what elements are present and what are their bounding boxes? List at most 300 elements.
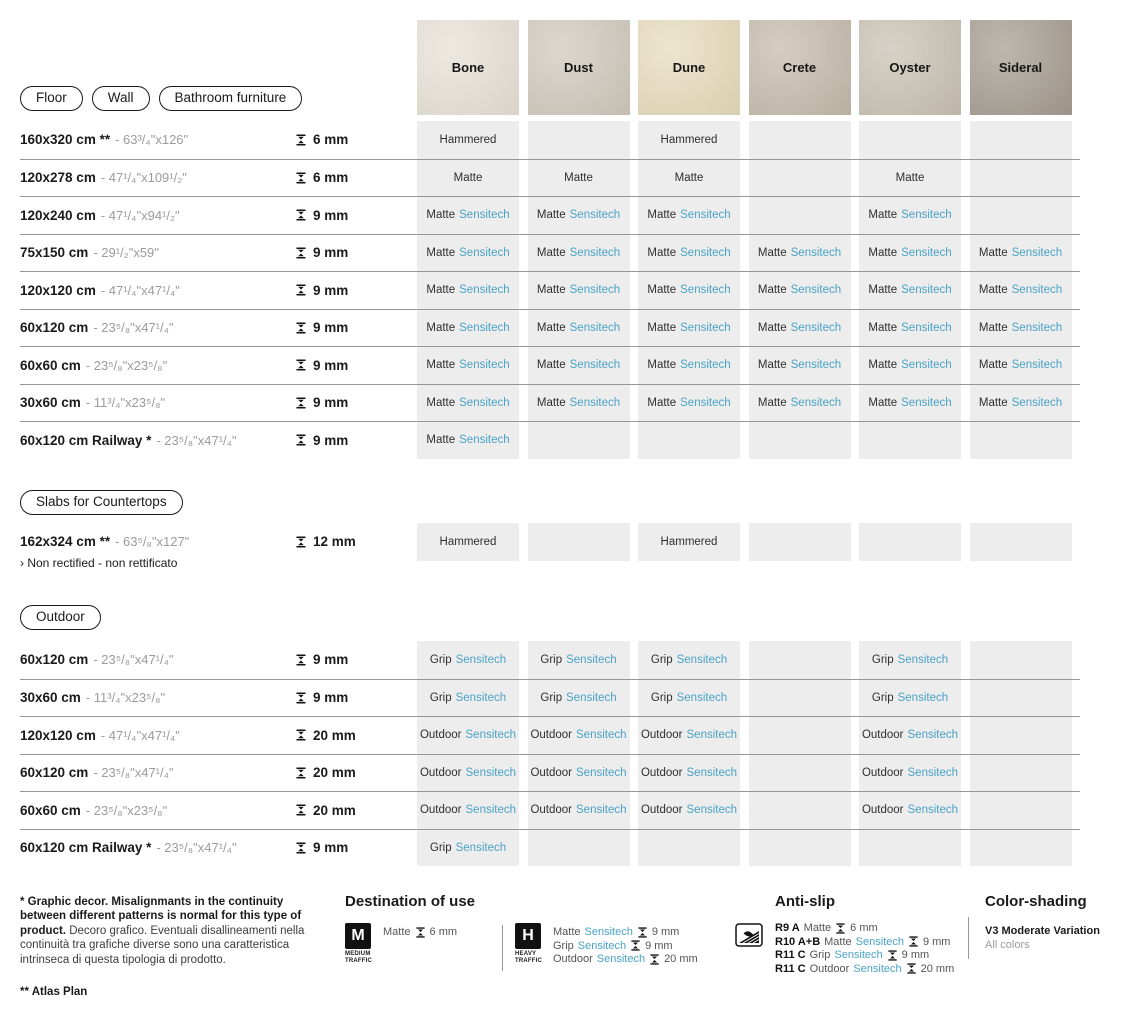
finish-text: Outdoor xyxy=(809,962,850,975)
thickness-value: 6 mm xyxy=(850,922,878,935)
finish-text: Matte xyxy=(978,321,1008,334)
anti-slip-icon xyxy=(735,923,763,975)
thickness-icon xyxy=(295,134,307,146)
finish-cell-empty xyxy=(970,523,1072,561)
finish-cell xyxy=(859,680,961,717)
size-metric: 120x120 cm xyxy=(20,282,96,298)
sensitech-label: Sensitech xyxy=(577,939,627,952)
size-label xyxy=(20,755,295,792)
finish-cell xyxy=(528,755,630,792)
size-imperial: - 23⁵/₈"x47¹/₄" xyxy=(156,840,237,856)
footnote-graphic-decor xyxy=(20,895,316,967)
traffic-badge-m: M xyxy=(345,923,371,949)
legend-line xyxy=(553,940,698,953)
thickness xyxy=(295,272,417,309)
finish-cell xyxy=(528,310,630,347)
thickness-value: 9 mm xyxy=(651,926,680,939)
finish-text: Matte xyxy=(536,321,566,334)
finish-cell xyxy=(859,197,961,234)
sensitech-label: Sensitech xyxy=(569,209,621,222)
finish-cell xyxy=(528,347,630,384)
thickness-value: 9 mm xyxy=(313,245,349,261)
category-pills xyxy=(20,86,417,115)
size-metric: 120x120 cm xyxy=(20,727,96,743)
size-row xyxy=(20,421,1080,459)
sensitech-label: Sensitech xyxy=(569,359,621,372)
finish-text: Outdoor xyxy=(553,953,593,966)
legend-line xyxy=(553,953,698,966)
destination-of-use-legend xyxy=(345,893,698,971)
finish-cell xyxy=(970,347,1072,384)
thickness xyxy=(295,235,417,272)
sensitech-label: Sensitech xyxy=(459,209,510,222)
finish-text: Matte xyxy=(647,321,677,334)
countertops-table xyxy=(20,523,1080,570)
thickness-icon xyxy=(295,209,307,221)
sensitech-label: Sensitech xyxy=(901,396,952,409)
size-row xyxy=(20,121,1080,159)
thickness-icon xyxy=(295,729,307,741)
size-metric: 120x278 cm xyxy=(20,170,96,186)
sensitech-label: Sensitech xyxy=(1011,246,1063,259)
thickness-icon xyxy=(295,536,307,548)
finish-cell xyxy=(528,680,630,717)
sensitech-label: Sensitech xyxy=(680,246,731,259)
finish-cell xyxy=(638,235,740,272)
finish-text: Matte xyxy=(647,396,677,409)
finish-text: Matte xyxy=(536,284,566,297)
finish-cell xyxy=(417,160,519,197)
size-metric: 60x120 cm Railway * xyxy=(20,840,152,856)
finish-cell-empty xyxy=(970,121,1072,159)
finish-cell xyxy=(528,717,630,754)
finish-text: Grip xyxy=(540,691,563,704)
finish-cell-empty xyxy=(638,830,740,867)
finish-cell xyxy=(417,272,519,309)
thickness xyxy=(295,680,417,717)
sensitech-label: Sensitech xyxy=(897,691,949,704)
category-pill-wall[interactable]: Wall xyxy=(92,86,150,111)
size-imperial: - 23⁵/₈"x47¹/₄" xyxy=(93,652,174,668)
sensitech-label: Sensitech xyxy=(686,729,738,742)
finish-cell-empty xyxy=(528,830,630,867)
finish-cell xyxy=(859,272,961,309)
category-pill-slabs-for-countertops[interactable]: Slabs for Countertops xyxy=(20,490,183,515)
finish-text: Matte xyxy=(868,321,898,334)
thickness-value: 9 mm xyxy=(313,840,349,856)
finish-cell xyxy=(859,717,961,754)
finish-text: Outdoor xyxy=(419,766,462,779)
size-label xyxy=(20,197,295,234)
finish-cell xyxy=(859,310,961,347)
finish-text: Outdoor xyxy=(640,729,683,742)
sensitech-label: Sensitech xyxy=(790,246,842,259)
finish-cell xyxy=(417,830,519,867)
finish-cell xyxy=(417,717,519,754)
sensitech-label: Sensitech xyxy=(459,284,510,297)
finish-cell xyxy=(970,385,1072,422)
finish-text: Matte xyxy=(647,359,677,372)
finish-text: Matte xyxy=(868,246,898,259)
finish-cell xyxy=(638,347,740,384)
thickness-icon xyxy=(906,963,917,974)
thickness-icon xyxy=(649,954,660,965)
legend-line xyxy=(775,949,954,962)
color-swatch-dust xyxy=(528,20,630,115)
finish-text: Grip xyxy=(809,949,831,962)
sensitech-label: Sensitech xyxy=(901,359,952,372)
sensitech-label: Sensitech xyxy=(907,804,959,817)
sensitech-label: Sensitech xyxy=(465,729,517,742)
thickness-icon xyxy=(835,923,846,934)
thickness-icon xyxy=(295,842,307,854)
size-metric: 60x120 cm xyxy=(20,652,89,668)
size-label xyxy=(20,310,295,347)
sensitech-label: Sensitech xyxy=(676,653,728,666)
finish-text: Hammered xyxy=(439,535,497,548)
size-row xyxy=(20,716,1080,754)
size-label xyxy=(20,160,295,197)
finish-cell xyxy=(417,347,519,384)
footnote-graphic-decor-en: * Graphic decor. Misalignmants in the continuity between different patterns is normal for this type of product. xyxy=(20,896,302,937)
floor-wall-table xyxy=(20,121,1080,459)
finish-text: Grip xyxy=(540,653,563,666)
legend-line xyxy=(775,963,954,976)
sensitech-label: Sensitech xyxy=(1011,284,1063,297)
size-metric: 60x60 cm xyxy=(20,802,81,818)
thickness-icon xyxy=(295,322,307,334)
sensitech-label: Sensitech xyxy=(907,766,959,779)
thickness-value: 9 mm xyxy=(313,432,349,448)
color-name: Dust xyxy=(564,60,593,75)
sensitech-label: Sensitech xyxy=(790,321,842,334)
finish-text: Matte xyxy=(564,171,593,184)
anti-slip-legend xyxy=(735,893,954,975)
finish-cell-empty xyxy=(970,197,1072,234)
sensitech-label: Sensitech xyxy=(596,953,646,966)
finish-text: Grip xyxy=(650,691,673,704)
sensitech-label: Sensitech xyxy=(576,804,627,817)
thickness-value: 20 mm xyxy=(313,727,356,743)
thickness xyxy=(295,755,417,792)
finish-text: Grip xyxy=(429,841,452,854)
finish-cell xyxy=(417,385,519,422)
sensitech-label: Sensitech xyxy=(676,691,728,704)
size-imperial: - 47¹/₄"x47¹/₄" xyxy=(100,282,180,298)
finish-text: Hammered xyxy=(660,535,718,548)
thickness-icon xyxy=(295,359,307,371)
finish-cell xyxy=(638,272,740,309)
color-shading-title: Color-shading xyxy=(985,893,1087,910)
finish-cell-empty xyxy=(970,641,1072,679)
size-metric: 75x150 cm xyxy=(20,245,89,261)
finish-cell xyxy=(859,347,961,384)
finish-cell xyxy=(859,235,961,272)
sensitech-label: Sensitech xyxy=(686,804,738,817)
finish-text: Matte xyxy=(824,935,852,948)
thickness xyxy=(295,422,417,459)
size-metric: 60x60 cm xyxy=(20,357,81,373)
finish-text: Matte xyxy=(426,209,456,222)
outdoor-pills xyxy=(20,605,110,630)
category-pill-floor[interactable]: Floor xyxy=(20,86,83,111)
finish-text: Matte xyxy=(895,171,925,184)
size-imperial: - 11³/₄"x23⁵/₈" xyxy=(85,690,166,706)
sensitech-label: Sensitech xyxy=(855,935,904,948)
size-metric: 60x120 cm Railway * xyxy=(20,432,152,448)
sensitech-label: Sensitech xyxy=(680,359,731,372)
finish-text: Matte xyxy=(757,284,787,297)
color-name: Dune xyxy=(672,60,706,75)
finish-cell xyxy=(749,235,851,272)
finish-text: Matte xyxy=(426,359,456,372)
sensitech-label: Sensitech xyxy=(569,321,621,334)
size-row xyxy=(20,641,1080,679)
thickness-icon xyxy=(295,804,307,816)
sensitech-label: Sensitech xyxy=(569,246,621,259)
size-row xyxy=(20,346,1080,384)
size-row xyxy=(20,384,1080,422)
category-pill-bathroom-furniture[interactable]: Bathroom furniture xyxy=(159,86,303,111)
sensitech-label: Sensitech xyxy=(1011,396,1063,409)
size-metric: 60x120 cm xyxy=(20,765,89,781)
finish-text: Matte xyxy=(647,246,677,259)
antislip-code: R11 C xyxy=(775,962,806,975)
finish-cell-empty xyxy=(749,121,851,159)
finish-text: Matte xyxy=(536,209,566,222)
size-metric: 60x120 cm xyxy=(20,320,89,336)
size-label xyxy=(20,641,295,679)
finish-cell xyxy=(749,385,851,422)
sensitech-label: Sensitech xyxy=(834,949,883,962)
thickness-icon xyxy=(908,936,919,947)
sensitech-label: Sensitech xyxy=(455,653,507,666)
thickness xyxy=(295,385,417,422)
color-swatch-sideral xyxy=(970,20,1072,115)
thickness-value: 9 mm xyxy=(313,395,349,411)
finish-cell-empty xyxy=(970,422,1072,459)
finish-cell xyxy=(417,197,519,234)
finish-cell-empty xyxy=(970,160,1072,197)
color-shading-subtitle: All colors xyxy=(985,939,1030,951)
thickness xyxy=(295,310,417,347)
size-metric: 120x240 cm xyxy=(20,207,96,223)
finish-cell-empty xyxy=(970,792,1072,829)
finish-cell xyxy=(859,641,961,679)
sensitech-label: Sensitech xyxy=(790,359,842,372)
thickness-value: 9 mm xyxy=(922,935,951,948)
color-name: Crete xyxy=(782,60,817,75)
thickness-value: 9 mm xyxy=(313,690,349,706)
finish-cell-empty xyxy=(749,792,851,829)
traffic-caption: MEDIUM TRAFFIC xyxy=(345,951,373,964)
color-swatch-oyster xyxy=(859,20,961,115)
color-swatch-crete xyxy=(749,20,851,115)
sensitech-label: Sensitech xyxy=(459,246,510,259)
finish-text: Matte xyxy=(426,321,456,334)
color-name: Bone xyxy=(451,60,485,75)
sensitech-label: Sensitech xyxy=(465,804,517,817)
finish-cell-empty xyxy=(749,830,851,867)
sensitech-label: Sensitech xyxy=(566,653,617,666)
thickness-icon xyxy=(295,247,307,259)
thickness xyxy=(295,717,417,754)
finish-text: Matte xyxy=(426,396,456,409)
finish-text: Outdoor xyxy=(861,729,904,742)
finish-cell-empty xyxy=(638,422,740,459)
finish-text: Outdoor xyxy=(861,804,904,817)
thickness-icon xyxy=(295,692,307,704)
finish-cell xyxy=(638,641,740,679)
finish-cell xyxy=(417,121,519,159)
finish-cell-empty xyxy=(970,680,1072,717)
sensitech-label: Sensitech xyxy=(455,841,507,854)
sensitech-label: Sensitech xyxy=(680,396,731,409)
finish-cell xyxy=(749,272,851,309)
finish-cell xyxy=(638,792,740,829)
finish-cell xyxy=(638,197,740,234)
color-swatch-dune xyxy=(638,20,740,115)
sensitech-label: Sensitech xyxy=(459,396,510,409)
finish-cell-empty xyxy=(970,755,1072,792)
thickness-value: 9 mm xyxy=(313,282,349,298)
finish-cell-empty xyxy=(859,121,961,159)
finish-cell xyxy=(638,160,740,197)
traffic-group-m xyxy=(345,923,502,971)
finish-cell xyxy=(417,422,519,459)
size-label xyxy=(20,680,295,717)
finish-text: Matte xyxy=(647,284,677,297)
size-metric: 30x60 cm xyxy=(20,690,81,706)
thickness-value: 20 mm xyxy=(920,962,955,975)
finish-text: Grip xyxy=(553,939,574,952)
finish-cell-empty xyxy=(859,422,961,459)
thickness-value: 20 mm xyxy=(313,802,356,818)
category-pill-outdoor[interactable]: Outdoor xyxy=(20,605,101,630)
thickness xyxy=(295,792,417,829)
thickness-icon xyxy=(295,767,307,779)
traffic-badge-h: H xyxy=(515,923,541,949)
finish-cell-empty xyxy=(970,830,1072,867)
finish-text: Matte xyxy=(426,246,456,259)
legend-footer xyxy=(0,893,1128,1020)
size-imperial: - 23⁵/₈"x23⁵/₈" xyxy=(85,802,168,818)
thickness-icon xyxy=(295,172,307,184)
size-metric: 160x320 cm ** xyxy=(20,132,111,148)
sensitech-label: Sensitech xyxy=(569,284,621,297)
thickness-icon xyxy=(295,397,307,409)
finish-text: Matte xyxy=(426,434,456,447)
traffic-caption: HEAVY TRAFFIC xyxy=(515,951,543,964)
finish-cell xyxy=(417,310,519,347)
finish-cell-empty xyxy=(749,680,851,717)
finish-text: Matte xyxy=(536,396,566,409)
sensitech-label: Sensitech xyxy=(459,434,510,447)
finish-cell xyxy=(859,755,961,792)
thickness-icon xyxy=(637,927,648,938)
finish-cell xyxy=(417,680,519,717)
thickness xyxy=(295,160,417,197)
size-row xyxy=(20,159,1080,197)
finish-text: Matte xyxy=(978,246,1008,259)
finish-cell xyxy=(528,160,630,197)
thickness-value: 20 mm xyxy=(313,765,356,781)
finish-text: Grip xyxy=(871,653,894,666)
finish-cell-empty xyxy=(749,717,851,754)
thickness-value: 9 mm xyxy=(313,652,349,668)
thickness xyxy=(295,347,417,384)
finish-cell xyxy=(417,755,519,792)
anti-slip-title: Anti-slip xyxy=(775,893,835,910)
finish-text: Matte xyxy=(426,284,456,297)
size-imperial: - 23⁵/₈"x47¹/₄" xyxy=(93,765,174,781)
size-row xyxy=(20,523,1080,570)
size-label xyxy=(20,347,295,384)
finish-text: Hammered xyxy=(660,133,718,146)
sensitech-label: Sensitech xyxy=(790,284,842,297)
finish-text: Matte xyxy=(868,209,898,222)
finish-text: Matte xyxy=(536,359,566,372)
finish-text: Matte xyxy=(757,396,787,409)
finish-cell xyxy=(528,641,630,679)
thickness-icon xyxy=(887,950,898,961)
size-row xyxy=(20,196,1080,234)
finish-text: Outdoor xyxy=(419,729,462,742)
finish-text: Outdoor xyxy=(861,766,904,779)
size-label xyxy=(20,523,295,570)
sensitech-label: Sensitech xyxy=(686,766,738,779)
finish-text: Matte xyxy=(453,171,483,184)
finish-cell-empty xyxy=(749,422,851,459)
sensitech-label: Sensitech xyxy=(455,691,507,704)
size-imperial: - 63³/₄"x126" xyxy=(115,132,189,148)
legend-divider xyxy=(968,917,969,959)
sensitech-label: Sensitech xyxy=(907,729,959,742)
finish-cell xyxy=(528,792,630,829)
size-row xyxy=(20,754,1080,792)
legend-line xyxy=(775,922,954,935)
thickness-value: 9 mm xyxy=(645,939,673,952)
thickness-icon xyxy=(415,927,426,938)
size-row xyxy=(20,829,1080,867)
size-label xyxy=(20,272,295,309)
finish-cell xyxy=(638,121,740,159)
finish-text: Matte xyxy=(757,359,787,372)
thickness-value: 20 mm xyxy=(664,953,698,966)
finish-cell xyxy=(528,197,630,234)
finish-text: Matte xyxy=(674,171,704,184)
finish-cell xyxy=(970,310,1072,347)
finish-text: Grip xyxy=(429,691,452,704)
sensitech-label: Sensitech xyxy=(569,396,621,409)
finish-cell-empty xyxy=(528,523,630,561)
color-shading-variation: V3 Moderate Variation xyxy=(985,925,1100,937)
sensitech-label: Sensitech xyxy=(459,359,510,372)
sensitech-label: Sensitech xyxy=(901,209,952,222)
sensitech-label: Sensitech xyxy=(576,766,627,779)
sensitech-label: Sensitech xyxy=(1011,359,1063,372)
finish-cell-empty xyxy=(749,160,851,197)
finish-text: Matte xyxy=(757,246,787,259)
finish-cell-empty xyxy=(749,197,851,234)
thickness xyxy=(295,830,417,867)
antislip-code: R11 C xyxy=(775,949,806,962)
finish-text: Grip xyxy=(871,691,894,704)
sensitech-label: Sensitech xyxy=(576,729,627,742)
thickness-value: 12 mm xyxy=(313,534,356,550)
color-swatch-bone xyxy=(417,20,519,115)
sensitech-label: Sensitech xyxy=(566,691,617,704)
